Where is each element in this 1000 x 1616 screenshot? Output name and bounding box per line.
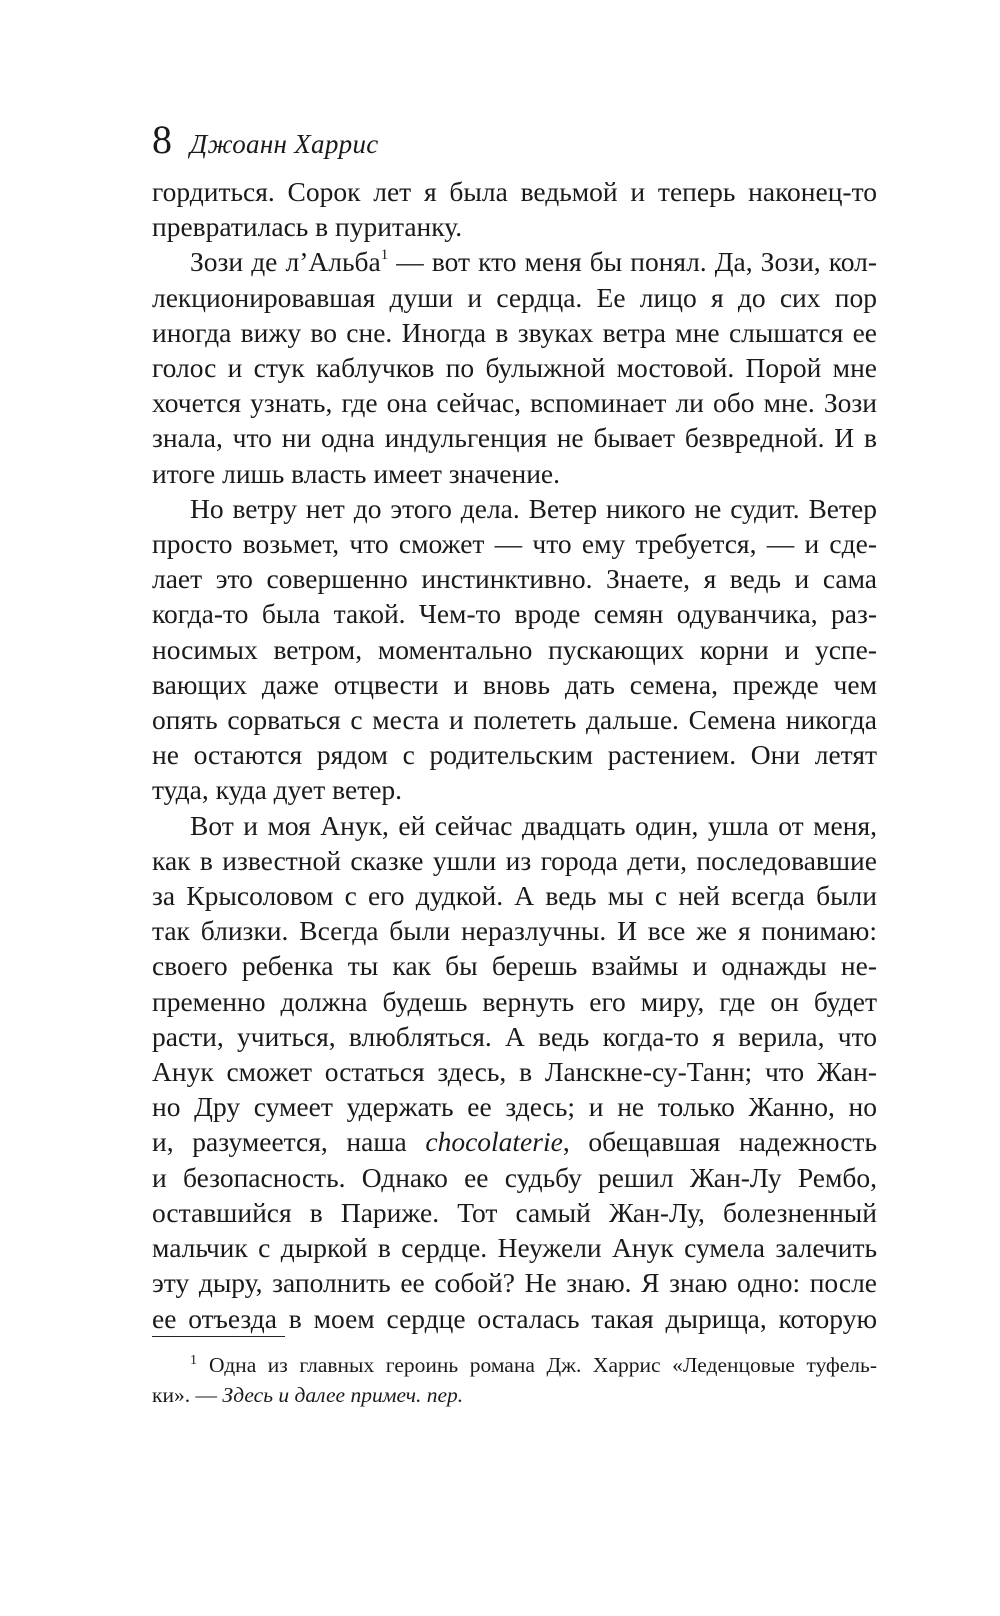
footnote-reference[interactable]: 1 [380,247,389,264]
footnote-text: ки». — [152,1383,223,1407]
text-line: голос и стук каблучков по булыжной мостовой. Порой мне [152,352,877,384]
footnote-italic-note: Здесь и далее примеч. пер. [222,1383,464,1407]
text-line: когда-то была такой. Чем-то вроде семян одуванчика, раз- [152,598,877,630]
text-line: носимых ветром, моментально пускающих корни и успе- [152,633,877,665]
text-line: вающих даже отцвести и вновь дать семена, прежде чем [152,668,877,700]
text-line [152,1124,877,1159]
running-head [152,117,379,162]
footnote-line [152,1380,877,1410]
text-line: не остаются рядом с родительским растением. Они летят [152,739,877,771]
text-line: итоге лишь власть имеет значение. [152,457,561,489]
text-line: опять сорваться с места и полететь дальше. Семена никогда [152,704,877,736]
text-line: Вот и моя Анук, ей сейчас двадцать один, ушла от меня, [190,809,877,841]
footnote-divider [152,1336,285,1337]
footnote-line [152,1350,877,1380]
footnote-marker: 1 [190,1352,197,1368]
text-line: лает это совершенно инстинктивно. Знаете, я ведь и сама [152,563,877,595]
text-line: просто возьмет, что сможет — что ему требуется, — и сде- [152,528,877,560]
text-line: как в известной сказке ушли из города дети, последовавшие [152,844,877,876]
text-run: , обещавшая надежность [562,1126,877,1158]
italic-term: chocolaterie [425,1126,563,1158]
text-run: и, разумеется, наша [152,1126,426,1158]
running-head-author: Джоанн Харрис [190,129,379,159]
text-line: гордиться. Сорок лет я была ведьмой и теперь наконец-то [152,176,877,207]
text-line: пременно должна будешь вернуть его миру, где он будет [152,985,877,1017]
text-line: иногда вижу во сне. Иногда в звуках ветра мне слышатся ее [152,316,877,348]
text-line: хочется узнать, где она сейчас, вспоминает ли обо мне. Зози [152,387,877,419]
text-line: своего ребенка ты как бы берешь взаймы и однажды не- [152,950,877,982]
text-line: эту дыру, заполнить ее собой? Не знаю. Я знаю одно: после [152,1267,877,1299]
text-line [152,244,877,279]
text-line: за Крысоловом с его дудкой. А ведь мы с ней всегда были [152,880,877,912]
text-line: и безопасность. Однако ее судьбу решил Жан-Лу Рембо, [152,1161,877,1193]
text-line: Но ветру нет до этого дела. Ветер никого не судит. Ветер [190,492,877,524]
text-line: ее отъезда в моем сердце осталась такая дырища, которую [152,1302,877,1334]
text-run: — вот кто меня бы понял. Да, Зози, кол- [388,246,877,278]
text-line: знала, что ни одна индульгенция не бывает безвредной. И в [152,422,877,454]
page-number: 8 [152,117,172,162]
body-text [152,174,877,1336]
text-line: Анук сможет остаться здесь, в Ланскне-су-Танн; что Жан- [152,1056,877,1088]
text-line: так близки. Всегда были неразлучны. И все же я понимаю: [152,915,877,947]
text-line: мальчик с дыркой в сердце. Неужели Анук сумела залечить [152,1232,877,1264]
text-line: расти, учиться, влюбляться. А ведь когда-то я верила, что [152,1020,877,1052]
text-line: но Дру сумеет удержать ее здесь; и не только Жанно, но [152,1091,877,1123]
text-line: лекционировавшая души и сердца. Ее лицо я до сих пор [152,281,877,313]
text-line: оставшийся в Париже. Тот самый Жан-Лу, болезненный [152,1196,877,1228]
text-line: туда, куда дует ветер. [152,774,403,806]
text-line: превратилась в пуританку. [152,211,463,243]
footnote-text: Одна из главных героинь романа Дж. Харрис «Леденцовые туфель- [209,1353,877,1377]
text-run: Зози де л’Альба [190,246,381,278]
footnotes [152,1350,877,1410]
